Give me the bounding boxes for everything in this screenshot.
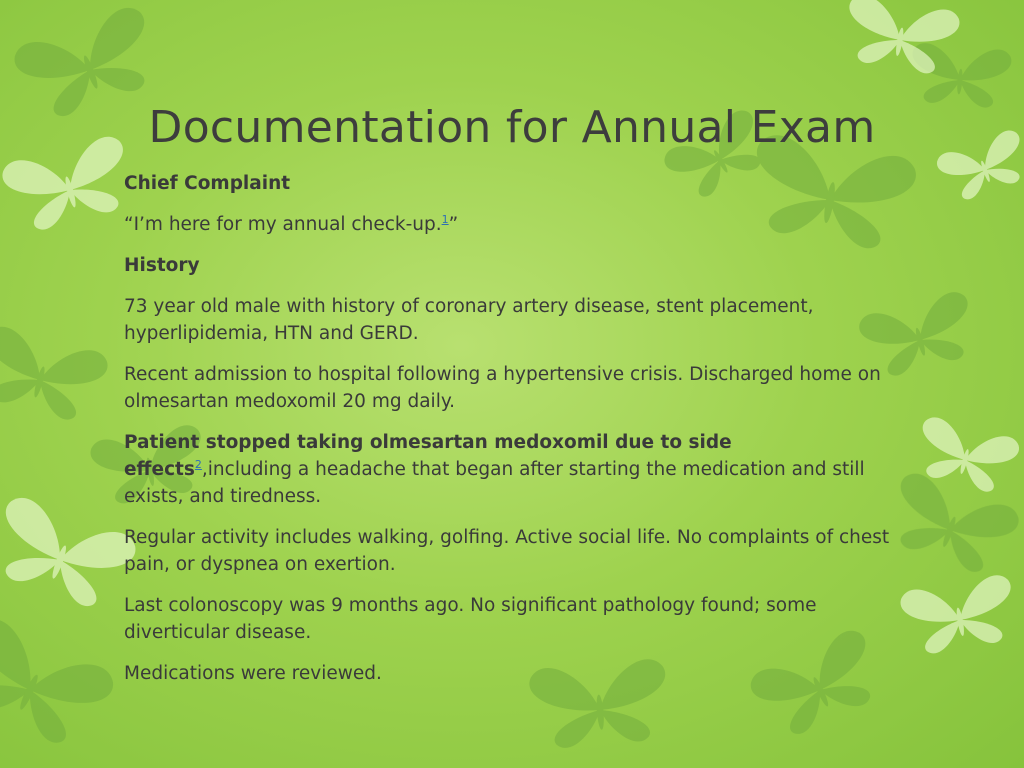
- slide-body: [124, 170, 904, 701]
- history-paragraph: Last colonoscopy was 9 months ago. No significant pathology found; some diverticular disease.: [124, 595, 817, 643]
- footnote-link-1[interactable]: 1: [441, 212, 449, 226]
- slide-title: Documentation for Annual Exam: [148, 102, 876, 153]
- chief-complaint-quote-end: ”: [448, 214, 459, 235]
- history-paragraph: 73 year old male with history of coronary artery disease, stent placement, hyperlipidemia, HTN and GERD.: [124, 296, 814, 344]
- chief-complaint-text: [124, 211, 904, 238]
- butterfly-icon: [0, 613, 119, 756]
- history-paragraph: Regular activity includes walking, golfing. Active social life. No complaints of chest pain, or dyspnea on exertion.: [124, 527, 890, 575]
- history-paragraph: [124, 429, 904, 510]
- history-paragraph: Medications were reviewed.: [124, 663, 382, 684]
- chief-complaint-heading: Chief Complaint: [124, 173, 291, 194]
- chief-complaint-quote: “I’m here for my annual check-up.: [124, 214, 442, 235]
- history-paragraph: Recent admission to hospital following a hypertensive crisis. Discharged home on olmesartan medoxomil 20 mg daily.: [124, 364, 881, 412]
- butterfly-icon: [0, 323, 111, 426]
- butterfly-icon: [0, 493, 140, 616]
- footnote-link-2[interactable]: 2: [194, 457, 202, 471]
- history-paragraph-rest: ,including a headache that began after starting the medication and still exists, and tiredness.: [124, 459, 865, 507]
- butterfly-icon: [899, 573, 1020, 658]
- history-heading: History: [124, 255, 200, 276]
- history-emphasis: Patient stopped taking olmesartan medoxomil due to side effects: [124, 432, 732, 480]
